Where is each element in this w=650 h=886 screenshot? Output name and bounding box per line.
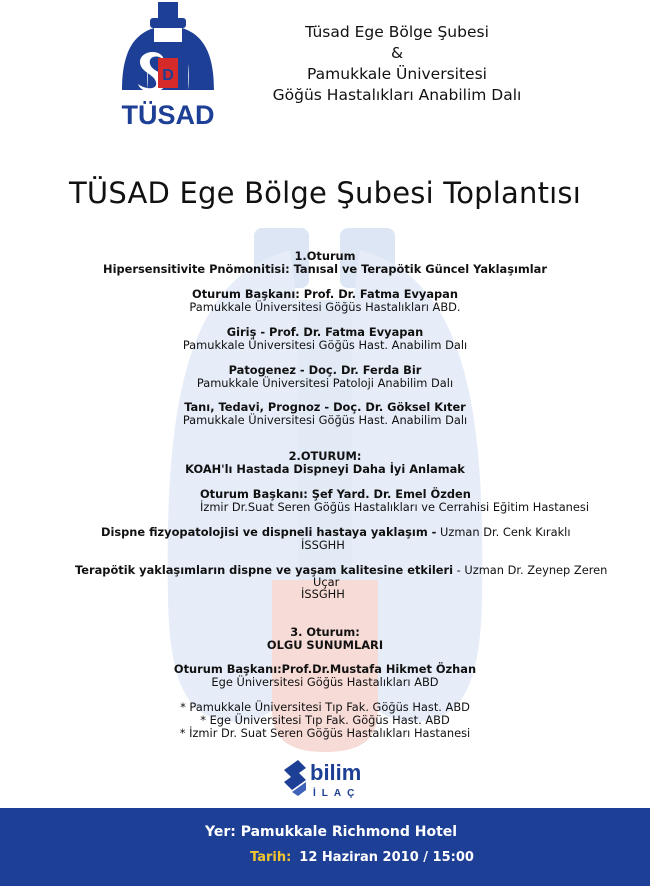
talk-line xyxy=(75,564,607,578)
talk-speaker: Uzman Dr. Cenk Kıraklı xyxy=(436,525,571,539)
date-line xyxy=(250,850,474,865)
session-subtitle: OLGU SUNUMLARI xyxy=(266,638,384,652)
talk-title: Patogenez - Doç. Dr. Ferda Bir xyxy=(228,363,422,377)
footer-banner xyxy=(0,808,650,886)
date-value: 12 Haziran 2010 / 15:00 xyxy=(299,850,474,865)
venue: Yer: Pamukkale Richmond Hotel xyxy=(205,824,458,840)
session-chair: Oturum Başkanı:Prof.Dr.Mustafa Hikmet Özhan xyxy=(173,662,477,676)
bilim-ilac-logo xyxy=(280,756,370,800)
org-line: Pamukkale Üniversitesi xyxy=(307,65,487,83)
talk-title: Terapötik yaklaşımların dispne ve yaşam kalitesine etkileri xyxy=(75,563,454,577)
sponsor-sub: İLAÇ xyxy=(313,788,361,799)
organization-names xyxy=(262,22,532,106)
talk-affiliation: Pamukkale Üniversitesi Göğüs Hast. Anabilim Dalı xyxy=(182,338,468,352)
talk-affiliation: Pamukkale Üniversitesi Patoloji Anabilim Dalı xyxy=(196,376,454,390)
date-label: Tarih: xyxy=(250,850,292,865)
org-line: Tüsad Ege Bölge Şubesi xyxy=(305,23,489,41)
talk-speaker-continued: Uçar xyxy=(313,575,340,589)
case-item: * İzmir Dr. Suat Seren Göğüs Hastalıkları Hastanesi xyxy=(179,726,471,740)
page-title: TÜSAD Ege Bölge Şubesi Toplantısı xyxy=(69,176,581,210)
talk-speaker: - Uzman Dr. Zeynep Zeren xyxy=(453,563,608,577)
tusad-logo xyxy=(118,2,218,130)
session-heading: 2.OTURUM: xyxy=(288,449,362,463)
org-line: & xyxy=(390,44,404,62)
talk-title: Tanı, Tedavi, Prognoz - Doç. Dr. Göksel Kıter xyxy=(184,400,466,414)
session-subtitle: KOAH'lı Hastada Dispneyi Daha İyi Anlamak xyxy=(185,462,465,476)
case-item: * Ege Üniversitesi Tıp Fak. Göğüs Hast. ABD xyxy=(200,713,450,727)
session-chair-affiliation: Pamukkale Üniversitesi Göğüs Hastalıkları ABD. xyxy=(189,300,461,314)
session-heading: 1.Oturum xyxy=(294,249,356,263)
talk-affiliation: İSSGHH xyxy=(301,587,345,601)
case-item: * Pamukkale Üniversitesi Tıp Fak. Göğüs Hast. ABD xyxy=(180,700,470,714)
session-chair-affiliation: Ege Üniversitesi Göğüs Hastalıkları ABD xyxy=(211,675,439,689)
session-chair: Oturum Başkanı: Şef Yard. Dr. Emel Özden xyxy=(200,487,471,501)
talk-title: Giriş - Prof. Dr. Fatma Evyapan xyxy=(226,325,424,339)
logo-text: TÜSAD xyxy=(121,100,215,130)
session-chair: Oturum Başkanı: Prof. Dr. Fatma Evyapan xyxy=(192,287,458,301)
session-heading: 3. Oturum: xyxy=(290,625,360,639)
session-subtitle: Hipersensitivite Pnömonitisi: Tanısal ve Terapötik Güncel Yaklaşımlar xyxy=(103,262,547,276)
talk-title: Dispne fizyopatolojisi ve dispneli hastaya yaklaşım - xyxy=(101,525,437,539)
org-line: Göğüs Hastalıkları Anabilim Dalı xyxy=(272,86,522,104)
talk-affiliation: İSSGHH xyxy=(301,538,345,552)
session-chair-affiliation: İzmir Dr.Suat Seren Göğüs Hastalıkları ve Cerrahisi Eğitim Hastanesi xyxy=(200,500,590,514)
logo-letter: D xyxy=(162,67,174,84)
sponsor-name: bilim xyxy=(310,760,362,785)
talk-affiliation: Pamukkale Üniversitesi Göğüs Hast. Anabilim Dalı xyxy=(182,413,468,427)
